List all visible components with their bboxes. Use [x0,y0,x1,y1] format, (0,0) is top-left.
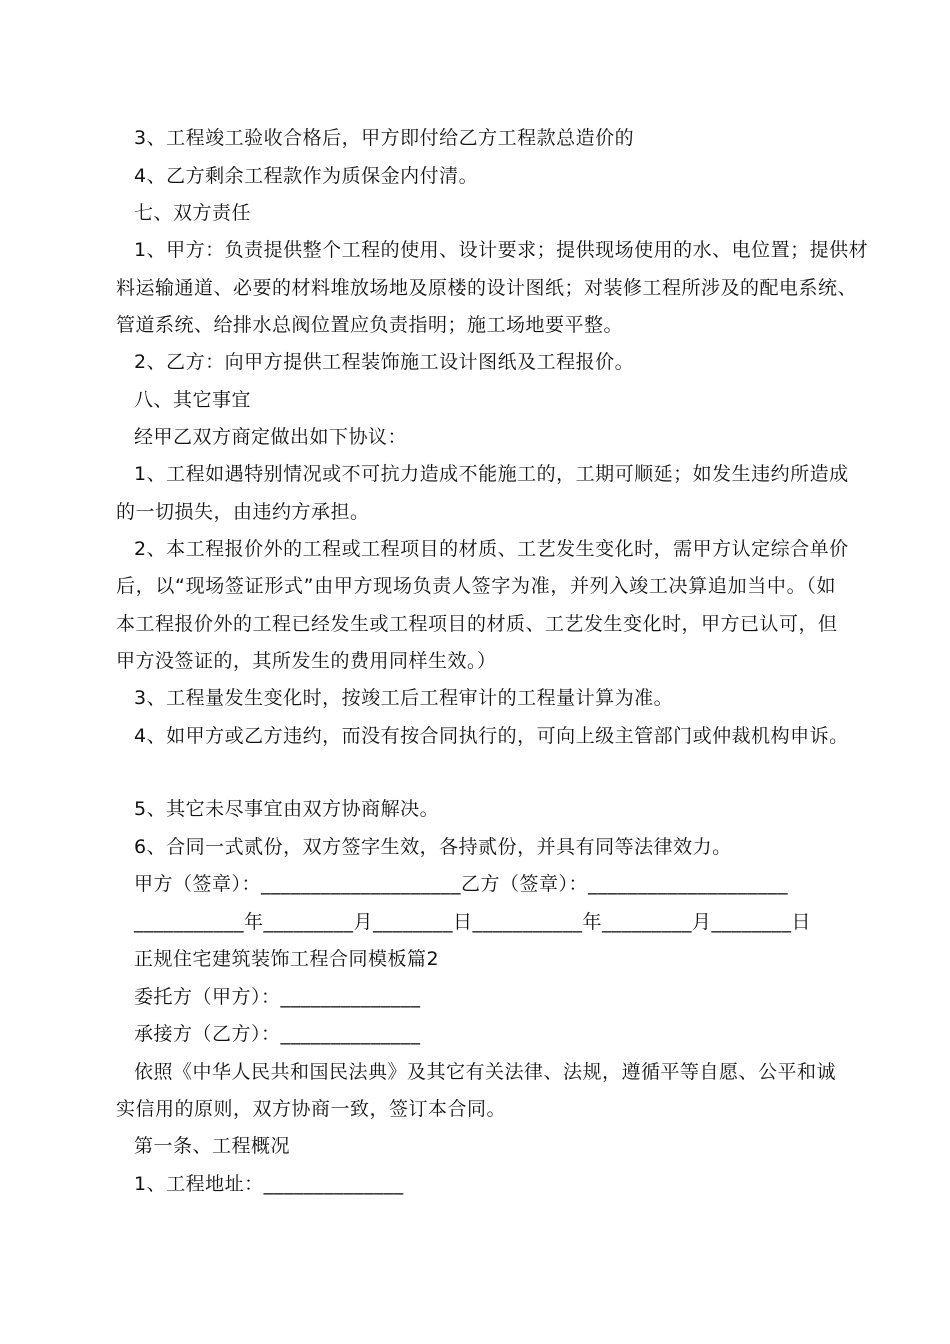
paragraph-line: 2、乙方：向甲方提供工程装饰施工设计图纸及工程报价。 [134,351,635,373]
paragraph-line: 依照《中华人民共和国民法典》及其它有关法律、法规，遵循平等自愿、公平和诚 [134,1061,837,1083]
paragraph-line: 5、其它未尽事宜由双方协商解决。 [134,798,440,820]
section-heading: 七、双方责任 [134,202,252,224]
paragraph-line: 1、工程地址：______________ [134,1173,404,1195]
signature-line: 甲方（签章）：____________________乙方（签章）：____________________ [134,873,789,895]
party-b-line: 承接方（乙方）：______________ [134,1023,421,1045]
paragraph-line: 甲方没签证的，其所发生的费用同样生效。） [116,650,497,672]
section-heading: 八、其它事宜 [134,389,252,411]
paragraph-line: 的一切损失，由违约方承担。 [116,501,370,523]
paragraph-line: 实信用的原则，双方协商一致，签订本合同。 [116,1098,507,1120]
paragraph-line: 6、合同一式贰份，双方签字生效，各持贰份，并具有同等法律效力。 [134,836,732,858]
date-line: ___________年_________月________日___________年_________月________日 [134,911,812,933]
paragraph-line: 1、甲方：负责提供整个工程的使用、设计要求；提供现场使用的水、电位置；提供材 [134,239,869,261]
paragraph-line: 本工程报价外的工程已经发生或工程项目的材质、工艺发生变化时，甲方已认可，但 [116,613,838,635]
document-subtitle: 正规住宅建筑装饰工程合同模板篇2 [134,948,440,970]
paragraph-line: 3、工程竣工验收合格后，甲方即付给乙方工程款总造价的 [134,127,635,149]
paragraph-line: 经甲乙双方商定做出如下协议： [134,426,408,448]
paragraph-line: 4、乙方剩余工程款作为质保金内付清。 [134,165,479,187]
paragraph-line: 1、工程如遇特别情况或不可抗力造成不能施工的，工期可顺延；如发生违约所造成 [134,463,849,485]
paragraph-line: 料运输通道、必要的材料堆放场地及原楼的设计图纸；对装修工程所涉及的配电系统、 [116,277,858,299]
paragraph-line: 2、本工程报价外的工程或工程项目的材质、工艺发生变化时，需甲方认定综合单价 [134,538,849,560]
party-a-line: 委托方（甲方）：______________ [134,986,421,1008]
paragraph-line: 4、如甲方或乙方违约，而没有按合同执行的，可向上级主管部门或仲裁机构申诉。 [134,725,849,747]
paragraph-line: 管道系统、给排水总阀位置应负责指明；施工场地要平整。 [116,314,624,336]
section-heading: 第一条、工程概况 [134,1135,291,1157]
paragraph-line: 3、工程量发生变化时，按竣工后工程审计的工程量计算为准。 [134,687,674,709]
paragraph-line: 后，以“现场签证形式”由甲方现场负责人签字为准，并列入竣工决算追加当中。（如 [116,575,836,597]
